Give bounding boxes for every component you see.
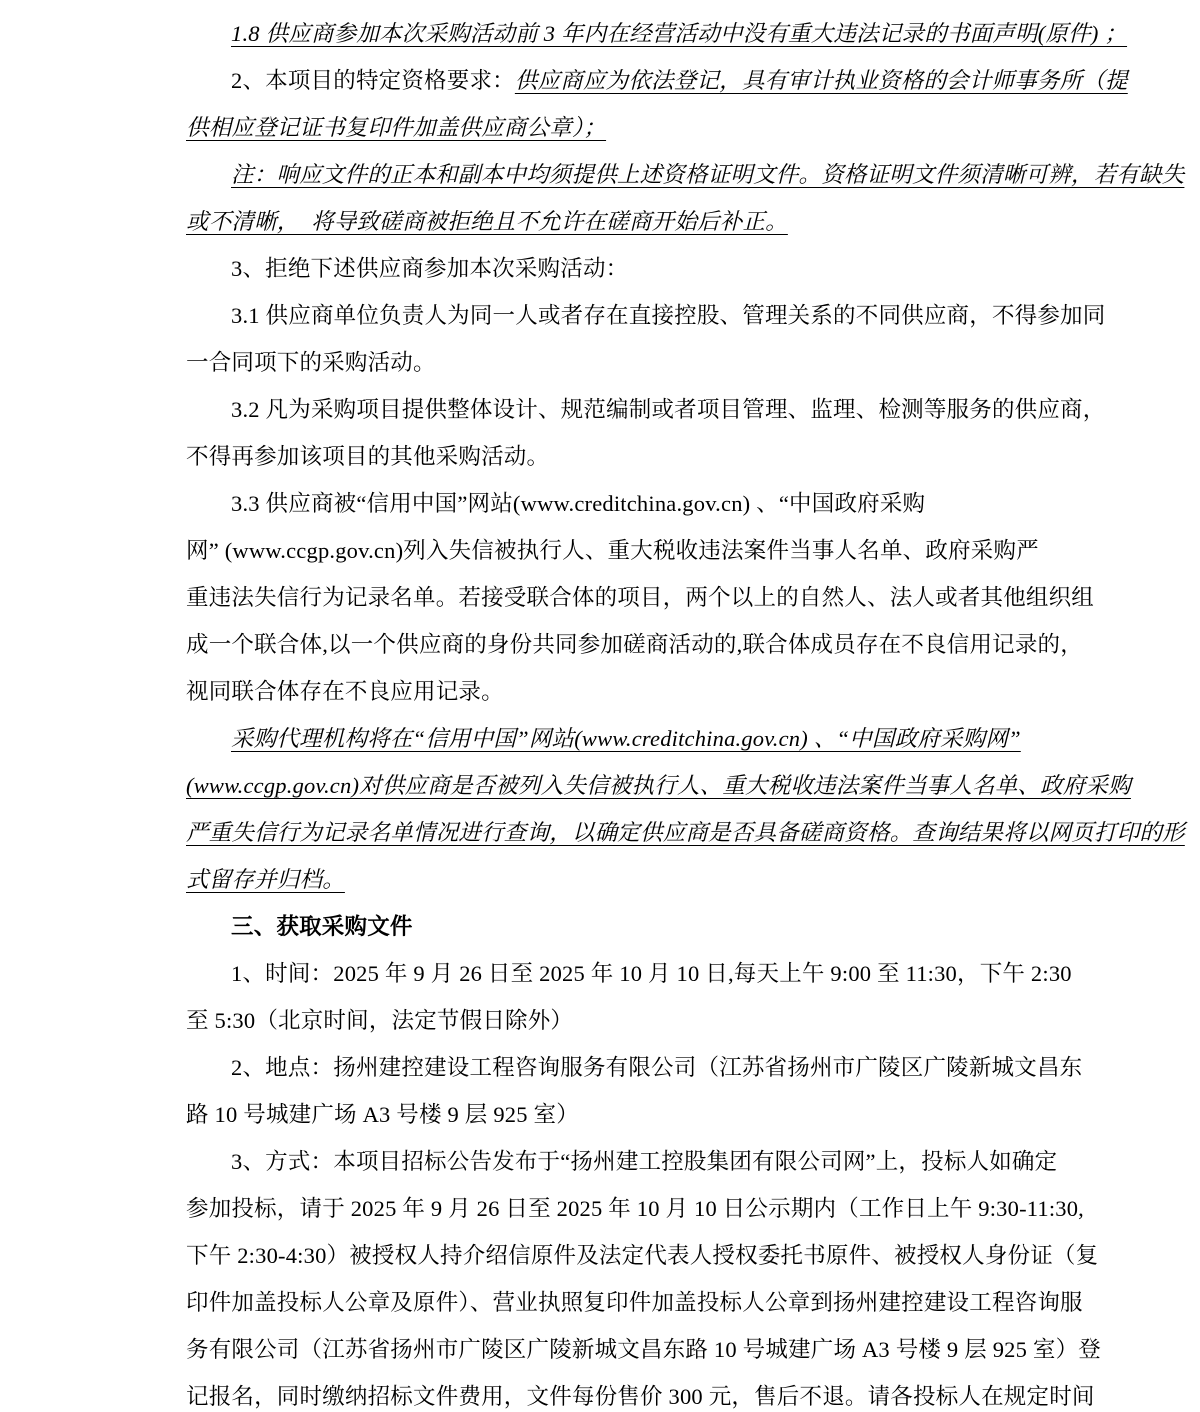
text-segment: 至 5:30（北京时间，法定节假日除外） (186, 1008, 574, 1033)
text-segment: 采购代理机构将在“信用中国”网站(www.creditchina.gov.cn) 、“中国政府采购网” (231, 726, 1021, 751)
text-segment: 2、本项目的特定资格要求： (231, 68, 515, 93)
document-line (186, 10, 1128, 57)
document-line (186, 997, 1028, 1044)
text-segment: 记报名，同时缴纳招标文件费用，文件每份售价 300 元，售后不退。请各投标人在规定时间 (186, 1384, 1095, 1409)
document-line (186, 480, 1028, 527)
text-segment: 3.2 凡为采购项目提供整体设计、规范编制或者项目管理、监理、检测等服务的供应商， (231, 397, 1106, 422)
document-line (186, 151, 1185, 198)
text-segment: 严重失信行为记录名单情况进行查询，以确定供应商是否具备磋商资格。查询结果将以网页打印的形 (186, 820, 1185, 845)
document-line (186, 856, 1028, 903)
document-line (186, 668, 1028, 715)
document-text-block (186, 10, 1185, 1412)
document-line (186, 527, 1039, 574)
text-segment: 3.1 供应商单位负责人为同一人或者存在直接控股、管理关系的不同供应商，不得参加同 (231, 303, 1106, 328)
text-segment: 2、地点：扬州建控建设工程咨询服务有限公司（江苏省扬州市广陵区广陵新城文昌东 (231, 1055, 1083, 1080)
text-segment: 下午 2:30-4:30）被授权人持介绍信原件及法定代表人授权委托书原件、被授权人身份证（复 (186, 1243, 1099, 1268)
text-segment: 1.8 供应商参加本次采购活动前 3 年内在经营活动中没有重大违法记录的书面声明(原件) ； (231, 21, 1128, 46)
text-segment: 网” (www.ccgp.gov.cn)列入失信被执行人、重大税收违法案件当事人名单、政府采购严 (186, 538, 1039, 563)
document-line (186, 104, 1028, 151)
text-segment: 参加投标，请于 2025 年 9 月 26 日至 2025 年 10 月 10 日公示期内（工作日上午 9:30-11:30, (186, 1196, 1085, 1221)
document-line (186, 950, 1072, 997)
text-segment: 3.3 供应商被“信用中国”网站(www.creditchina.gov.cn) 、“中国政府采购 (231, 491, 926, 516)
text-segment: (www.ccgp.gov.cn)对供应商是否被列入失信被执行人、重大税收违法案件当事人名单、政府采购 (186, 773, 1131, 798)
document-line (186, 1373, 1095, 1412)
text-segment: 3、方式：本项目招标公告发布于“扬州建工控股集团有限公司网”上，投标人如确定 (231, 1149, 1058, 1174)
document-line (186, 339, 1028, 386)
text-segment: 务有限公司（江苏省扬州市广陵区广陵新城文昌东路 10 号城建广场 A3 号楼 9 层 925 室）登 (186, 1337, 1102, 1362)
document-line (186, 621, 1083, 668)
text-segment: 式留存并归档。 (186, 867, 345, 892)
document-line (186, 1138, 1058, 1185)
document-line (186, 715, 1028, 762)
section-heading-text: 三、获取采购文件 (231, 914, 413, 939)
document-line (186, 245, 1028, 292)
document-line (186, 1232, 1099, 1279)
document-line (186, 433, 1028, 480)
text-segment: 供相应登记证书复印件加盖供应商公章）； (186, 115, 607, 140)
text-segment: 不得再参加该项目的其他采购活动。 (186, 444, 550, 469)
document-line (186, 1091, 1028, 1138)
text-segment: 路 10 号城建广场 A3 号楼 9 层 925 室） (186, 1102, 579, 1127)
document-line (186, 574, 1095, 621)
document-line (186, 292, 1106, 339)
document-line (186, 1326, 1102, 1373)
text-segment: 印件加盖投标人公章及原件）、营业执照复印件加盖投标人公章到扬州建控建设工程咨询服 (186, 1290, 1083, 1315)
document-line (186, 762, 1131, 809)
document-line (186, 198, 1028, 245)
text-segment: 1、时间：2025 年 9 月 26 日至 2025 年 10 月 10 日,每天上午 9:00 至 11:30，下午 2:30 (231, 961, 1072, 986)
document-line (186, 809, 1185, 856)
text-segment: 3、拒绝下述供应商参加本次采购活动： (231, 256, 629, 281)
document-line (186, 903, 1028, 950)
text-segment: 重违法失信行为记录名单。若接受联合体的项目，两个以上的自然人、法人或者其他组织组 (186, 585, 1095, 610)
text-segment: 注：响应文件的正本和副本中均须提供上述资格证明文件。资格证明文件须清晰可辨，若有缺失 (231, 162, 1185, 187)
document-line (186, 386, 1106, 433)
text-segment: 供应商应为依法登记，具有审计执业资格的会计师事务所（提 (514, 68, 1128, 93)
document-line (186, 1044, 1083, 1091)
text-segment: 一合同项下的采购活动。 (186, 350, 436, 375)
document-line (186, 1279, 1083, 1326)
text-segment: 成一个联合体,以一个供应商的身份共同参加磋商活动的,联合体成员存在不良信用记录的， (186, 632, 1083, 657)
document-line (186, 57, 1128, 104)
document-line (186, 1185, 1085, 1232)
text-segment: 视同联合体存在不良应用记录。 (186, 679, 504, 704)
text-segment: 或不清晰， 将导致磋商被拒绝且不允许在磋商开始后补正。 (186, 209, 788, 234)
